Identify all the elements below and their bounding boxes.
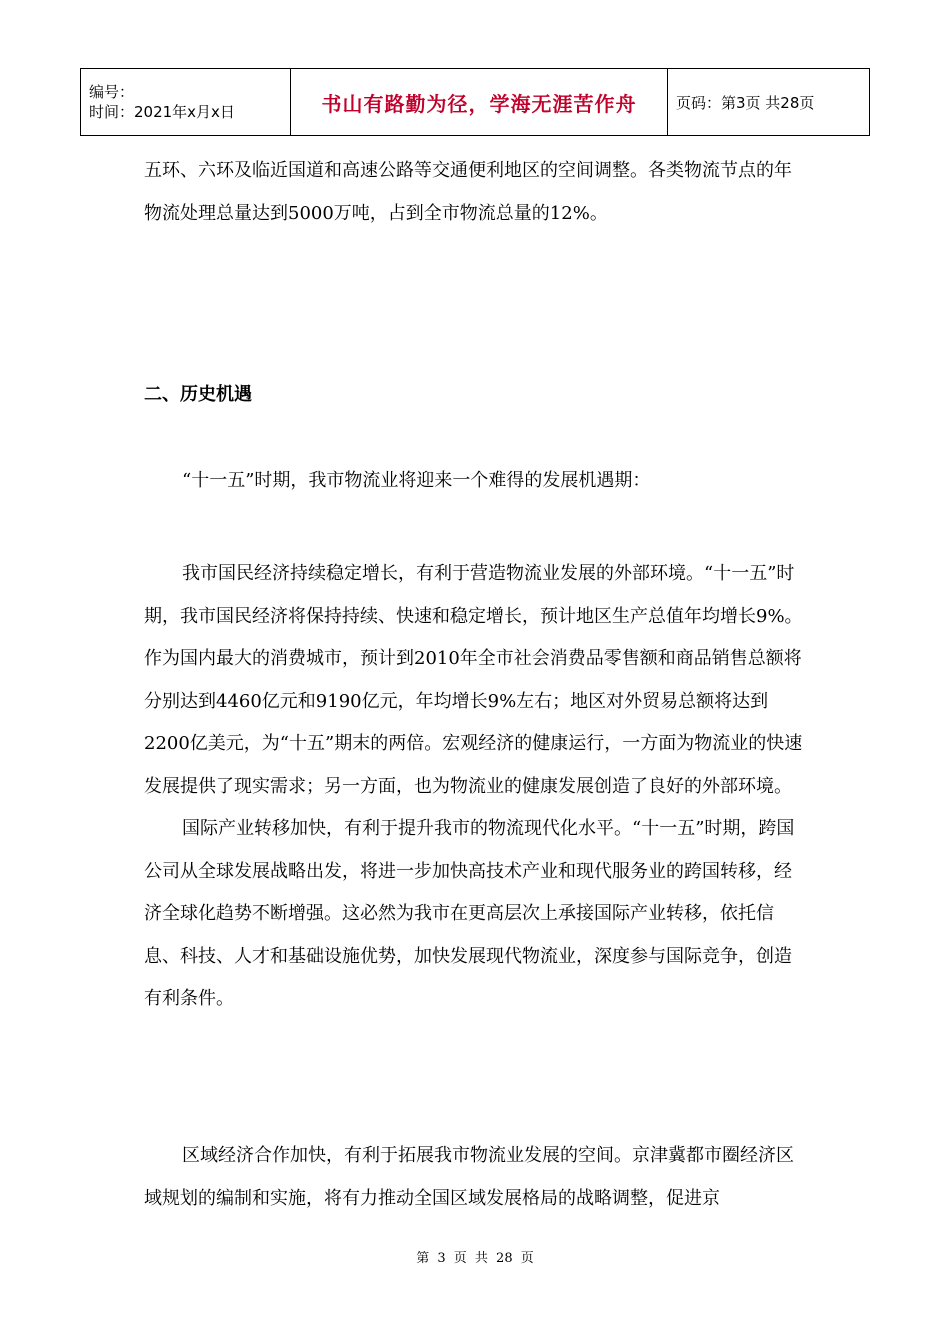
intro-paragraph: “十一五”时期，我市物流业将迎来一个难得的发展机遇期：: [182, 470, 651, 491]
paragraph-economic-growth: 我市国民经济持续稳定增长，有利于营造物流业发展的外部环境。“十一五”时期，我市国民经济将保持持续、快速和稳定增长，预计地区生产总值年均增长9%。作为国内最大的消费城市，预计到2010年全市社会消费品零售额和商品销售总额将分别达到4460亿元和9190亿元，年均增长9%左右；地区对外贸易总额将达到2200亿美元，为“十五”期末的两倍。宏观经济的健康运行，一方面为物流业的快速发展提供了现实需求；另一方面，也为物流业的健康发展创造了良好的外部环境。: [144, 563, 803, 797]
document-header: [80, 68, 870, 136]
section-heading: 二、历史机遇: [144, 384, 252, 405]
motto-text: 书山有路勤为径，学海无涯苦作舟: [321, 91, 637, 116]
section-heading-block: [144, 374, 809, 417]
body-block-2: [144, 1135, 809, 1220]
page-footer: 第 3 页 共 28 页: [416, 1251, 534, 1266]
date-label: 时间：2021年x月x日: [89, 103, 235, 121]
paragraph-text: 五环、六环及临近国道和高速公路等交通便利地区的空间调整。各类物流节点的年物流处理总量达到5000万吨，占到全市物流总量的12%。: [144, 160, 792, 224]
header-page-cell: [668, 69, 870, 136]
paragraph-continuation: [144, 150, 809, 235]
header-meta-cell: [81, 69, 291, 136]
paragraph-industry-transfer: 国际产业转移加快，有利于提升我市的物流现代化水平。“十一五”时期，跨国公司从全球发展战略出发，将进一步加快高技术产业和现代服务业的跨国转移，经济全球化趋势不断增强。这必然为我市在更高层次上承接国际产业转移，依托信息、科技、人才和基础设施优势，加快发展现代物流业，深度参与国际竞争，创造有利条件。: [144, 818, 795, 1009]
serial-number-label: 编号：: [89, 83, 135, 101]
paragraph-regional-cooperation: 区域经济合作加快，有利于拓展我市物流业发展的空间。京津冀都市圈经济区域规划的编制和实施，将有力推动全国区域发展格局的战略调整，促进京: [144, 1145, 794, 1209]
header-motto-cell: [291, 69, 668, 136]
page-info: 页码：第3页 共28页: [676, 93, 815, 112]
body-block-1: [144, 553, 809, 1021]
intro-block: [144, 460, 809, 503]
